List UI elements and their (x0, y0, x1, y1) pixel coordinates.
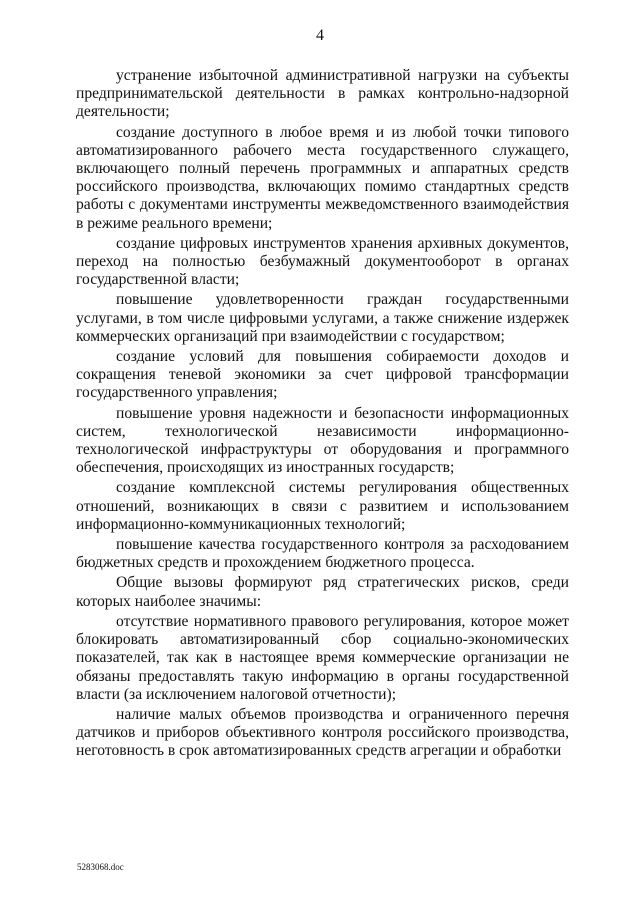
paragraph: создание цифровых инструментов хранения архивных документов, переход на полностью безбумажный документооборот в органах государственной власти; (76, 234, 569, 289)
document-body (76, 67, 569, 763)
paragraph: повышение качества государственного контроля за расходованием бюджетных средств и прохождением бюджетного процесса. (76, 536, 569, 572)
paragraph: создание комплексной системы регулирования общественных отношений, возникающих в связи с развитием и использованием информационно-коммуникационных технологий; (76, 479, 569, 533)
paragraph: отсутствие нормативного правового регулирования, которое может блокировать автоматизированный сбор социально-экономических показателей, так как в настоящее время коммерческие организации не обязаны предоставлять такую информацию в органы государственной власти (за исключением налоговой отчетности); (76, 612, 569, 703)
paragraph: создание условий для повышения собираемости доходов и сокращения теневой экономики за счет цифровой трансформации государственного управления; (76, 348, 569, 402)
file-name-footer: 5283068.doc (77, 862, 124, 872)
paragraph: устранение избыточной административной нагрузки на субъекты предпринимательской деятельности в рамках контрольно-надзорной деятельности; (76, 67, 569, 121)
paragraph: повышение удовлетворенности граждан государственными услугами, в том числе цифровыми услугами, а также снижение издержек коммерческих организаций при взаимодействии с государством; (76, 291, 569, 345)
paragraph: наличие малых объемов производства и ограниченного перечня датчиков и приборов объективного контроля российского производства, неготовность в срок автоматизированных средств агрегации и обработки (76, 705, 569, 760)
paragraph: повышение уровня надежности и безопасности информационных систем, технологической независимости информационно-технологической инфраструктуры от оборудования и программного обеспечения, происходящих из иностранных государств; (76, 404, 569, 477)
paragraph: создание доступного в любое время и из любой точки типового автоматизированного рабочего места государственного служащего, включающего полный перечень программных и аппаратных средств российского производства, включающих помимо стандартных средств работы с документами инструменты межведомственного взаимодействия в режиме реального времени; (76, 123, 569, 232)
paragraph: Общие вызовы формируют ряд стратегических рисков, среди которых наиболее значимы: (76, 574, 569, 610)
page-number: 4 (316, 27, 324, 44)
